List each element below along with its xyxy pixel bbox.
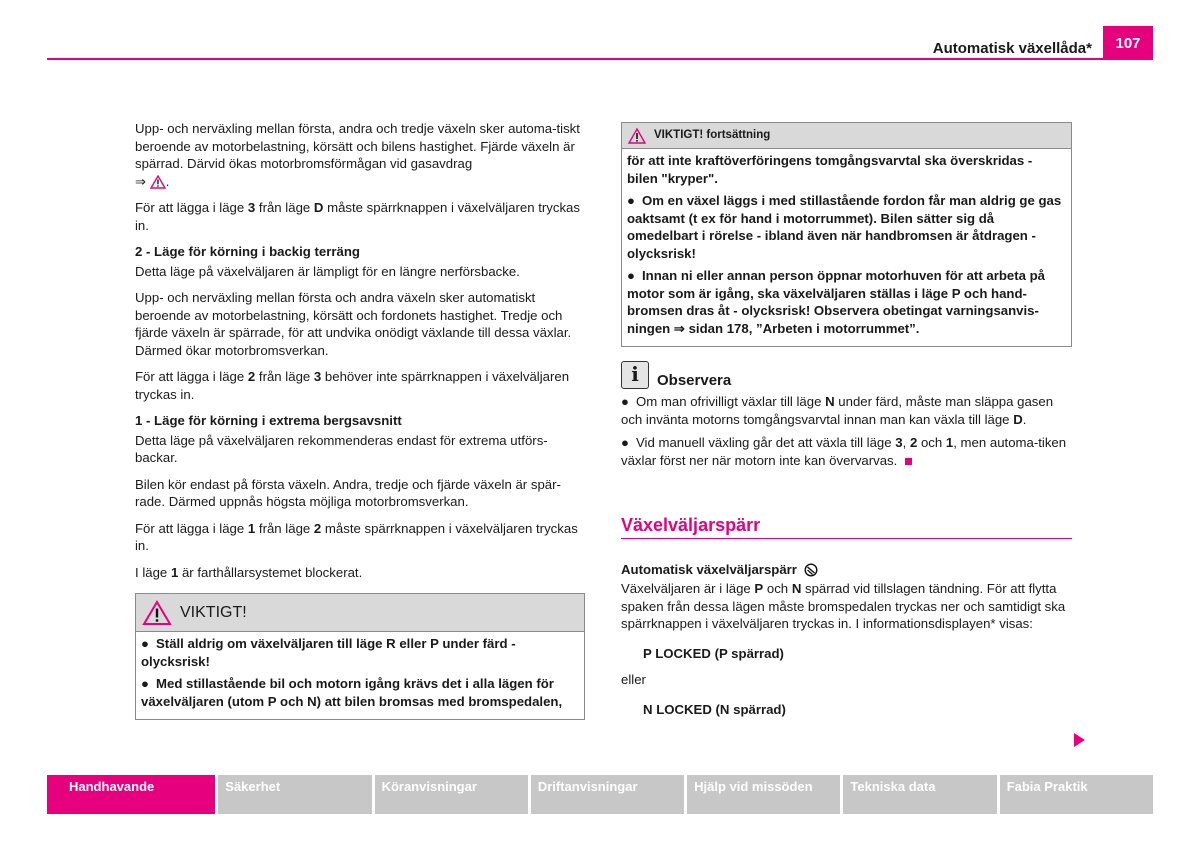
subheading-mode-2: 2 - Läge för körning i backig terräng [135, 244, 360, 259]
warning-title: VIKTIGT! [180, 603, 247, 621]
header-rule [47, 58, 1153, 60]
warning-text: för att inte kraftöverföringens tomgångsvarvtal ska överskridas - bilen "kryper". [627, 153, 1033, 186]
warning-triangle-icon [628, 128, 646, 144]
note-item: ● Vid manuell växling går det att växla till läge 3, 2 och 1, men automa-tiken växlar först ner när motorn inte kan övervarvas. [621, 435, 1067, 468]
chapter-tabs [47, 775, 1153, 814]
warning-box [135, 593, 585, 720]
paragraph: För att lägga i läge 3 från läge D måste spärrknappen i växelväljaren tryckas in. [135, 200, 580, 233]
warning-triangle-icon [150, 175, 166, 189]
warning-triangle-icon [142, 600, 172, 626]
paragraph: Bilen kör endast på första växeln. Andra, tredje och fjärde växeln är spär-rade. Därmed uppnås högsta möjliga motorbromsverkan. [135, 476, 561, 509]
gearshift-icon [804, 563, 818, 577]
paragraph: Detta läge på växelväljaren rekommenderas endast för extrema utförs-backar. [135, 432, 548, 465]
section-title: Växelväljarspärr [621, 517, 1072, 539]
paragraph: För att lägga i läge 2 från läge 3 behöver inte spärrknappen i växelväljaren tryckas in. [135, 369, 570, 402]
paragraph: Detta läge på växelväljaren är lämpligt för en längre nerförsbacke. [135, 263, 520, 279]
display-message-p-locked: P LOCKED (P spärrad) [643, 645, 784, 661]
paragraph: Upp- och nerväxling mellan första, andra och tredje växeln sker automa-tiskt beroende av motorbelastning, körsätt och bilens hastighet. Fjärde växeln är spärrad. Därvid ökas motorbromsförmågan vid gasavdrag ⇒ . [135, 121, 580, 189]
left-column [135, 120, 585, 720]
reference-arrow: ⇒ [135, 173, 147, 189]
tab-hjalp-vid-missoden[interactable]: Hjälp vid missöden [687, 775, 840, 814]
paragraph: Växelväljaren är i läge P och N spärrad vid tillslagen tändning. För att flytta spaken från dessa lägen måste bromspedalen tryckas ner och samtidigt ska spärrknappen i växelväljaren tryckas in. I informationsdisplayen* visas: [621, 581, 1066, 631]
tab-sakerhet[interactable]: Säkerhet [218, 775, 371, 814]
next-page-arrow-icon[interactable] [1074, 733, 1085, 747]
tab-driftanvisningar[interactable]: Driftanvisningar [531, 775, 684, 814]
note-item: ● Om man ofrivilligt växlar till läge N under färd, måste man släppa gasen och invänta motorns tomgångsvarvtal innan man kan växla till läge D. [621, 394, 1054, 427]
warning-item: ● Innan ni eller annan person öppnar motorhuven för att arbeta på motor som är igång, ska växelväljaren ställas i läge P och hand-bromsen dras åt - olycksrisk! Observera obetingat varningsanvis-ningen ⇒ sidan 178, ”Arbeten i motorrummet”. [627, 268, 1046, 336]
warning-box-header [622, 123, 1071, 149]
paragraph: För att lägga i läge 1 från läge 2 måste spärrknappen i växelväljaren tryckas in. [135, 520, 578, 553]
warning-box-header [136, 594, 584, 632]
warning-title: VIKTIGT! fortsättning [654, 128, 771, 141]
paragraph: I läge 1 är farthållarsystemet blockerat. [135, 564, 363, 580]
end-marker-icon [905, 458, 912, 465]
note-icon: i [621, 361, 649, 389]
tab-handhavande[interactable]: Handhavande [47, 775, 215, 814]
page-number: 107 [1103, 26, 1153, 60]
tab-koranvisningar[interactable]: Köranvisningar [375, 775, 528, 814]
warning-item: ● Ställ aldrig om växelväljaren till läge R eller P under färd - olycksrisk! [141, 636, 516, 669]
warning-item: ● Med stillastående bil och motorn igång krävs det i alla lägen för växelväljaren (utom P och N) att bilen bromsas med bromspedalen, [141, 676, 563, 709]
warning-box-continued [621, 122, 1072, 347]
running-header: Automatisk växellåda* [932, 40, 1092, 57]
note-header [621, 361, 1072, 389]
right-column [621, 122, 1072, 727]
paragraph: Upp- och nerväxling mellan första och andra växeln sker automatiskt beroende av motorbelastning, körsätt och fordonets hastighet. Tredje och fjärde växeln är spärrade, för att undvika onödigt växlande till dessa växlar. Därmed ökar motorbromsverkan. [135, 290, 572, 358]
subheading-gear-lock: Automatisk växelväljarspärr [621, 561, 1072, 579]
display-message-n-locked: N LOCKED (N spärrad) [643, 701, 786, 717]
tab-tekniska-data[interactable]: Tekniska data [843, 775, 996, 814]
note-title: Observera [657, 371, 732, 389]
paragraph: eller [621, 672, 646, 687]
subheading-mode-1: 1 - Läge för körning i extrema bergsavsnitt [135, 413, 402, 428]
warning-item: ● Om en växel läggs i med stillastående fordon får man aldrig ge gas oaktsamt (t ex för hand i motorrummet). Bilen sätter sig då omedelbart i rörelse - ibland även när handbromsen är åtdragen - olycksrisk! [627, 193, 1062, 261]
tab-fabia-praktik[interactable]: Fabia Praktik [1000, 775, 1153, 814]
